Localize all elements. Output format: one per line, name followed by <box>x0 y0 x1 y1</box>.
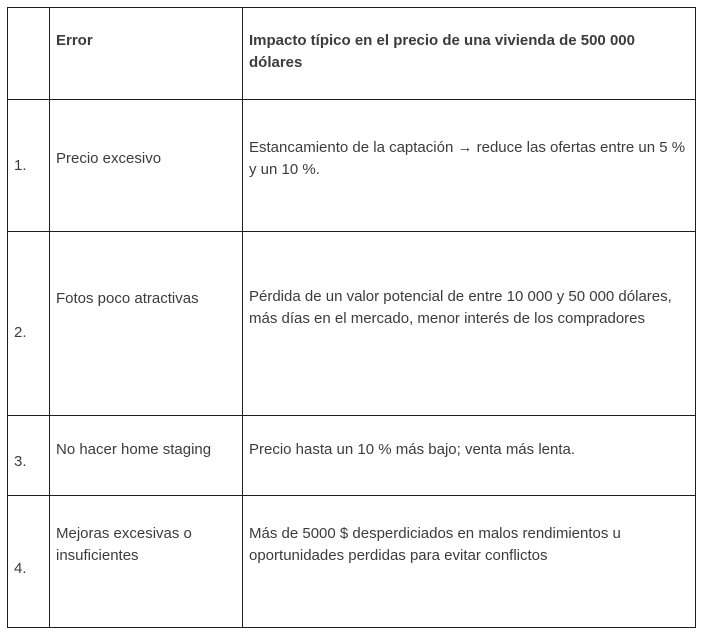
row-impact-cell: Estancamiento de la captación → reduce las ofertas entre un 5 % y un 10 %. <box>243 100 696 232</box>
row-impact-cell: Pérdida de un valor potencial de entre 10 000 y 50 000 dólares, más días en el mercado, menor interés de los compradores <box>243 232 696 416</box>
row-error-cell: Mejoras excesivas o insuficientes <box>50 496 243 628</box>
row-error-cell: No hacer home staging <box>50 416 243 496</box>
row-error-cell: Fotos poco atractivas <box>50 232 243 416</box>
row-number-cell: 1. <box>8 100 50 232</box>
row-impact-cell: Más de 5000 $ desperdiciados en malos rendimientos u oportunidades perdidas para evitar conflictos <box>243 496 696 628</box>
header-error-cell: Error <box>50 8 243 100</box>
table-row <box>8 232 696 416</box>
table-row <box>8 100 696 232</box>
header-number-cell <box>8 8 50 100</box>
row-number-cell: 2. <box>8 232 50 416</box>
table-header-row <box>8 8 696 100</box>
row-error-cell: Precio excesivo <box>50 100 243 232</box>
row-number-cell: 4. <box>8 496 50 628</box>
row-number-cell: 3. <box>8 416 50 496</box>
errors-table <box>7 7 696 628</box>
table-row <box>8 496 696 628</box>
table-row <box>8 416 696 496</box>
header-impact-cell: Impacto típico en el precio de una vivienda de 500 000 dólares <box>243 8 696 100</box>
row-impact-cell: Precio hasta un 10 % más bajo; venta más lenta. <box>243 416 696 496</box>
